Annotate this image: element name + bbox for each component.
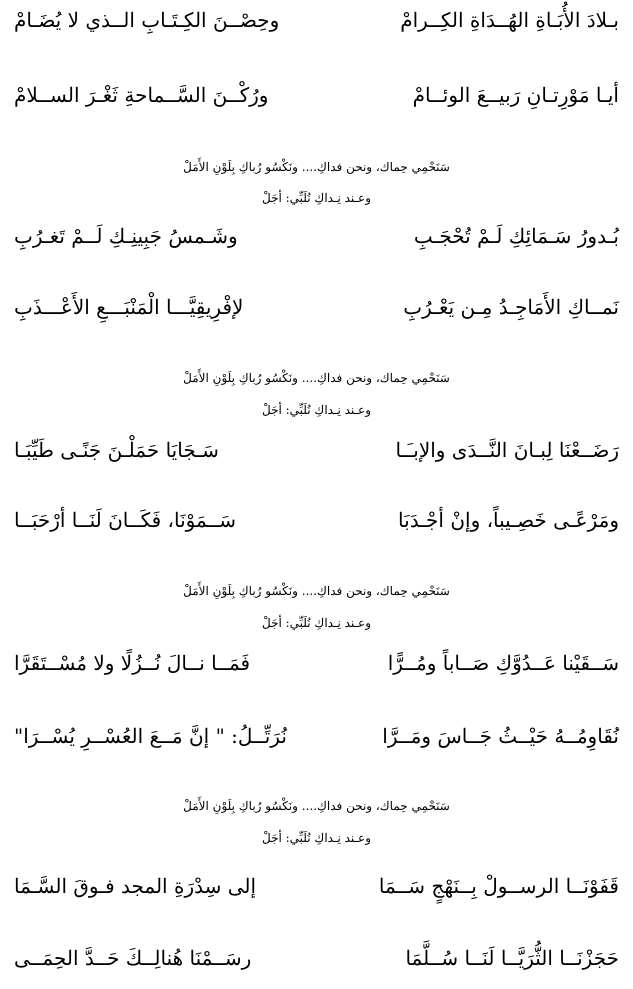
verse-left-hemistich: إلى سِدْرَةِ المجد فـوقَ السَّـمَا [14,874,257,898]
chorus-line-1: سَنَحْمِي حِماك، ونحن فداكِ.... ونَكْسُو رُباكِ بِلَوْنِ الأَمَلْ [183,371,450,385]
verse-left-hemistich: نُرَتِّــلُ: " إنَّ مَــعَ العُسْــرِ يُسْــرَا" [14,724,287,748]
verse-right-hemistich: نُقَاوِمُــهُ حَيْــثُ جَــاسَ ومَــرَّا [382,724,619,748]
verse-left-hemistich: سَـجَايَا حَمَلْـنَ جَنًـى طَيِّبَـا [14,438,219,462]
verse-right-hemistich: قَفَوْنَــا الرســولْ بِــنَهْجٍ سَــمَا [378,874,619,898]
verse-left-hemistich: رسَــمْنَا هُنالِــكَ حَــدَّ الحِمَــى [14,946,252,970]
verse-left-hemistich: سَــمَوْنَا، فَكَــانَ لَنَــا أرْحَبَــا [14,508,237,532]
verse-right-hemistich: حَجَزْنَــا الثُّرَيَّــا لَنَــا سُــلَّمَا [405,946,619,970]
chorus-line-1: سَنَحْمِي حِماك، ونحن فداكِ.... ونَكْسُو رُباكِ بِلَوْنِ الأَمَلْ [183,799,450,813]
verse-right-hemistich: بُـدورُ سَـمَائِكِ لَـمْ تُحْجَـبِ [413,224,619,248]
verse-left-hemistich: وشَـمسُ جَبِينِـكِ لَــمْ تَغـرُبِ [14,224,238,248]
verse-left-hemistich: لإفْرِيقِيَّـــا الْمَنْبَـــعِ الأَعْـــذَبِ [14,295,244,319]
chorus-line-1: سَنَحْمِي حِماك، ونحن فداكِ.... ونَكْسُو رُباكِ بِلَوْنِ الأَمَلْ [183,584,450,598]
verse-right-hemistich: نَمــاكِ الأَمَاجِـدُ مِـن يَعْـرُبِ [403,295,619,319]
verse-left-hemistich: فَمَــا نــالَ نُــزُلًا ولا مُسْــتَقَرَّا [14,651,251,675]
verse-left-hemistich: وحِصْــنَ الكِـتَـابِ الــذي لا يُضَـامْ [14,8,280,32]
verse-right-hemistich: رَضَــعْنَا لِبـانَ النَّــدَى والإبـَـا [395,438,619,462]
chorus-line-2: وعـند نِـداكِ نُلَبِّي: أجَلْ [261,831,372,845]
chorus-line-1: سَنَحْمِي حِماك، ونحن فداكِ.... ونَكْسُو رُباكِ بِلَوْنِ الأَمَلْ [183,160,450,174]
chorus-line-2: وعـند نِـداكِ نُلَبِّي: أجَلْ [261,616,372,630]
verse-right-hemistich: سَــقَيْنا عَــدُوَّكِ صَــاباً ومُــرًّا [387,651,619,675]
verse-right-hemistich: ومَرْعًـى خَصِـيباً، وإنْ أجْـدَبَا [398,508,619,532]
verse-left-hemistich: ورُكْــنَ السَّــماحةِ ثَغْـرَ الســلامْ [14,83,269,107]
chorus-line-2: وعـند نِـداكِ نُلَبِّي: أجَلْ [261,191,372,205]
chorus-line-2: وعـند نِـداكِ نُلَبِّي: أجَلْ [261,403,372,417]
verse-right-hemistich: أيـا مَوْرِتـانِ رَبيــعَ الوئــامْ [412,83,619,107]
verse-right-hemistich: بـلادَ الأُبَـاةِ الهُــدَاةِ الكِــرامْ [400,8,619,32]
